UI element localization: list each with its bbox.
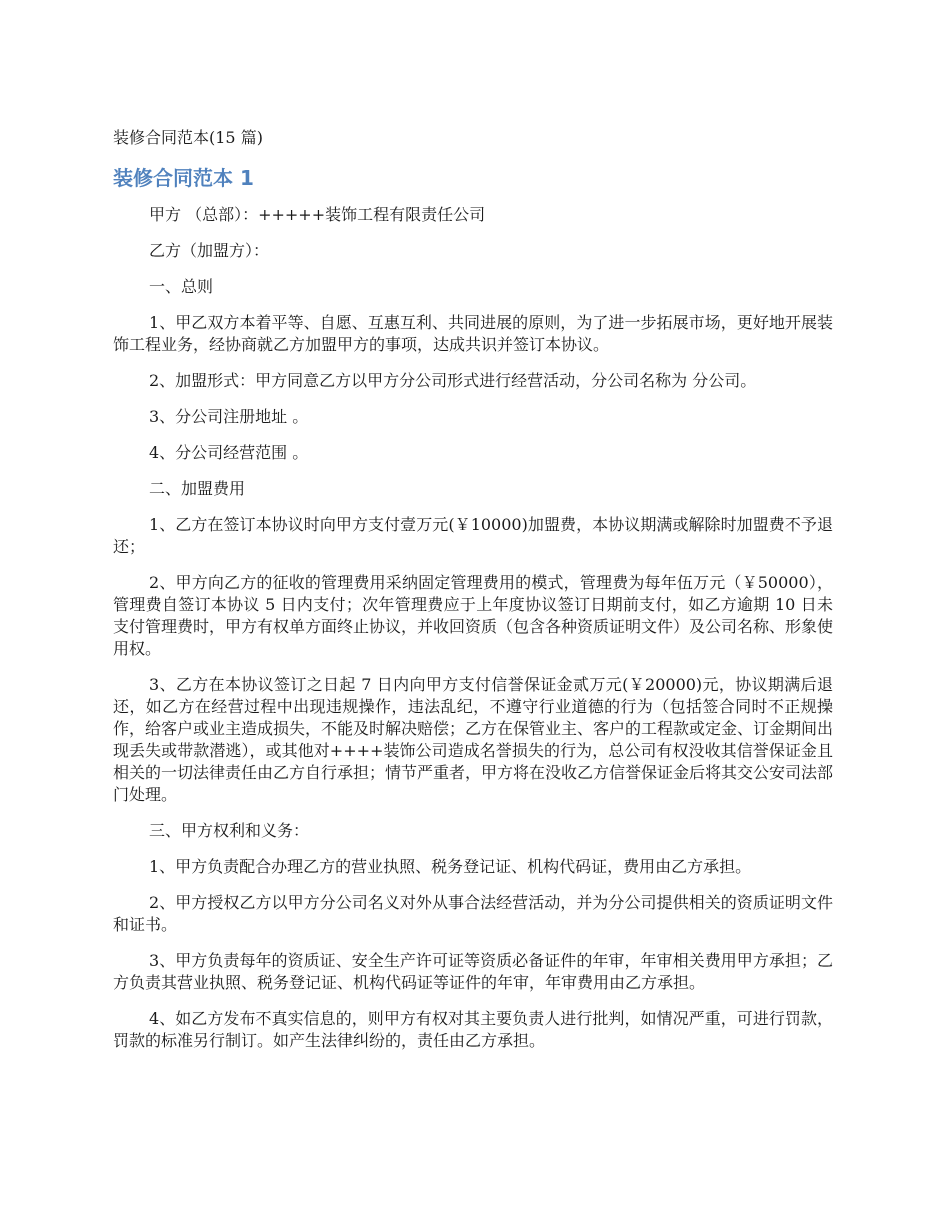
paragraph-general-3: 3、分公司注册地址 。 xyxy=(149,407,309,426)
document-body xyxy=(113,204,833,1066)
heading-general-provisions: 一、总则 xyxy=(149,277,214,296)
paragraph-party-b: 乙方（加盟方）： xyxy=(149,241,270,260)
paragraph-party-a: 甲方 （总部）：+++++装饰工程有限责任公司 xyxy=(149,205,486,224)
paragraph-fees-3: 3、乙方在本协议签订之日起 7 日内向甲方支付信誉保证金贰万元(￥20000)元，协议期满后退还，如乙方在经营过程中出现违规操作，违法乱纪，不遵守行业道德的行为（包括签合同时不正规操作，给客户或业主造成损失，不能及时解决赔偿；乙方在保管业主、客户的工程款或定金、订金期间出现丢失或带款潜逃），或其他对++++装饰公司造成名誉损失的行为，总公司有权没收其信誉保证金且相关的一切法律责任由乙方自行承担；情节严重者，甲方将在没收乙方信誉保证金后将其交公安司法部门处理。 xyxy=(113,675,834,804)
paragraph-fees-1: 1、乙方在签订本协议时向甲方支付壹万元(￥10000)加盟费，本协议期满或解除时加盟费不予退还； xyxy=(113,515,833,556)
paragraph-rights-1: 1、甲方负责配合办理乙方的营业执照、税务登记证、机构代码证，费用由乙方承担。 xyxy=(149,857,752,876)
heading-party-a-rights: 三、甲方权利和义务： xyxy=(149,821,310,840)
paragraph-general-2: 2、加盟形式：甲方同意乙方以甲方分公司形式进行经营活动，分公司名称为 分公司。 xyxy=(149,371,757,390)
paragraph-rights-4: 4、如乙方发布不真实信息的，则甲方有权对其主要负责人进行批判，如情况严重，可进行罚款，罚款的标准另行制订。如产生法律纠纷的，责任由乙方承担。 xyxy=(113,1009,833,1050)
paragraph-general-1: 1、甲乙双方本着平等、自愿、互惠互利、共同进展的原则，为了进一步拓展市场，更好地开展装饰工程业务，经协商就乙方加盟甲方的事项，达成共识并签订本协议。 xyxy=(113,313,833,354)
paragraph-rights-2: 2、甲方授权乙方以甲方分公司名义对外从事合法经营活动，并为分公司提供相关的资质证明文件和证书。 xyxy=(113,893,833,934)
paragraph-rights-3: 3、甲方负责每年的资质证、安全生产许可证等资质必备证件的年审，年审相关费用甲方承担；乙方负责其营业执照、税务登记证、机构代码证等证件的年审，年审费用由乙方承担。 xyxy=(113,951,833,992)
paragraph-general-4: 4、分公司经营范围 。 xyxy=(149,443,309,462)
section-heading: 装修合同范本 1 xyxy=(113,166,254,190)
paragraph-fees-2: 2、甲方向乙方的征收的管理费用采纳固定管理费用的模式，管理费为每年伍万元（￥50000），管理费自签订本协议 5 日内支付；次年管理费应于上年度协议签订日期前支付，如乙方逾期 10 日未支付管理费时，甲方有权单方面终止协议，并收回资质（包含各种资质证明文件）及公司名称、形象使用权。 xyxy=(113,573,834,658)
document-title: 装修合同范本(15 篇) xyxy=(113,128,263,147)
heading-franchise-fees: 二、加盟费用 xyxy=(149,479,246,498)
